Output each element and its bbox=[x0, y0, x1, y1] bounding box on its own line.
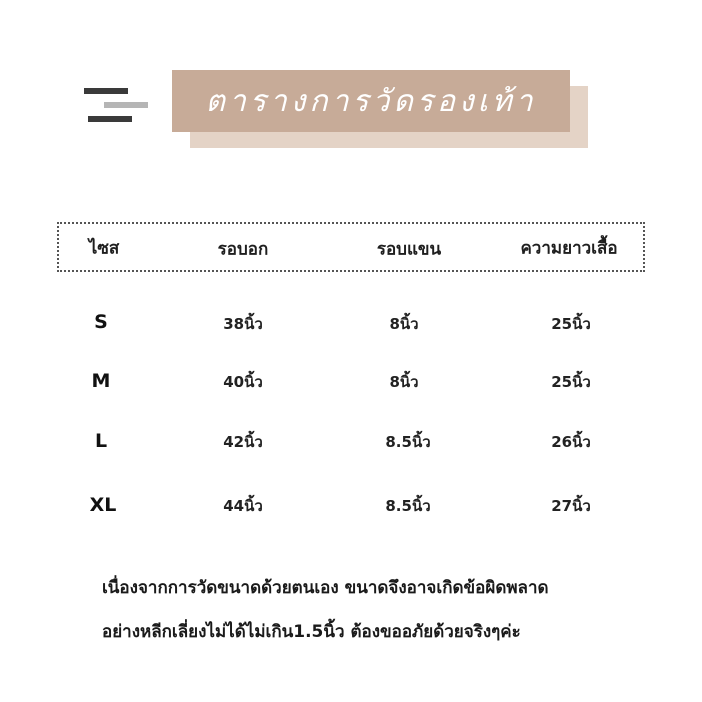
arm-value: 8.5นิ้ว bbox=[385, 497, 431, 515]
chest-value: 38นิ้ว bbox=[223, 315, 263, 333]
menu-line-middle bbox=[104, 102, 148, 108]
chest-value: 40นิ้ว bbox=[223, 373, 263, 391]
arm-value: 8นิ้ว bbox=[389, 373, 419, 391]
page-title: ตารางการวัดรองเท้า bbox=[205, 83, 537, 119]
header-chest: รอบอก bbox=[217, 239, 269, 260]
size-label: XL bbox=[89, 494, 117, 516]
size-label: S bbox=[94, 311, 108, 333]
length-value: 27นิ้ว bbox=[551, 497, 591, 515]
length-value: 25นิ้ว bbox=[551, 315, 591, 333]
length-value: 26นิ้ว bbox=[551, 433, 591, 451]
header-arm: รอบแขน bbox=[376, 239, 442, 260]
length-value: 25นิ้ว bbox=[551, 373, 591, 391]
menu-line-bottom bbox=[88, 116, 132, 122]
header-size: ไซส bbox=[88, 238, 120, 259]
disclaimer-line-1: เนื่องจากการวัดขนาดด้วยตนเอง ขนาดจึงอาจเกิดข้อผิดพลาด bbox=[102, 578, 549, 598]
menu-line-top bbox=[84, 88, 128, 94]
arm-value: 8.5นิ้ว bbox=[385, 433, 431, 451]
chest-value: 42นิ้ว bbox=[223, 433, 263, 451]
chest-value: 44นิ้ว bbox=[223, 497, 263, 515]
disclaimer-line-2: อย่างหลีกเลี่ยงไม่ได้ไม่เกิน1.5นิ้ว ต้องขออภัยด้วยจริงๆค่ะ bbox=[102, 622, 521, 642]
size-label: M bbox=[91, 370, 111, 392]
arm-value: 8นิ้ว bbox=[389, 315, 419, 333]
size-label: L bbox=[94, 430, 108, 452]
header-length: ความยาวเสื้อ bbox=[520, 238, 618, 259]
